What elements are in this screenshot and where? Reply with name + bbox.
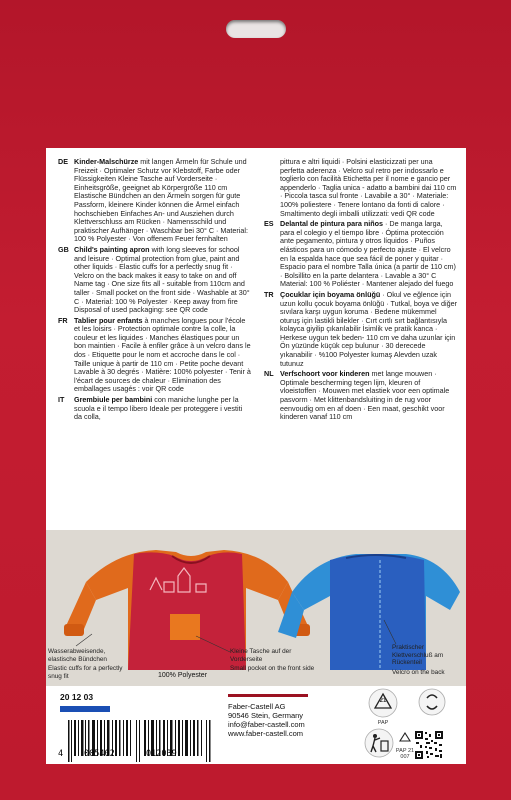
section-text: mit langen Ärmeln für Schule und Freizeit · Optimaler Schutz vor Klebstoff, Farbe oder Flüssigkeiten Kleine Tasche auf Vorderseite · Einheitsgröße, geeignet ab Körpergröße 110 cm Elastische Bündchen an den Ärmeln sorgen für gute Passform, kleinere Kinder können die Ärmel einfach hochschieben Einfaches An- und Ausziehen durch Klettverschluss am Rücken · Namensschild und praktischer Aufhänger · Waschbar bei 30° C · Material: 100 % Polyester · Von offenem Feuer fernhalten	[74, 157, 248, 244]
hang-hole	[226, 20, 286, 38]
lang-code: GB	[58, 244, 69, 254]
section-text: met lange mouwen · Optimale bescherming tegen lijm, kleuren of vloeistoffen · Mouwen met elastiek voor een optimale pasvorm · Met klittenbandsluiting in de rug voor eenvoudig om en af doen · Een maat, geschikt voor kinderen vanaf 110 cm	[280, 369, 450, 422]
section-title: Verfschoort voor kinderen	[280, 369, 370, 379]
info-sheet	[46, 148, 466, 764]
caption-pocket: Kleine Tasche auf der Vorderseite Small pocket on the front side	[230, 648, 315, 673]
apron-illustration-panel	[46, 530, 466, 686]
lang-code: TR	[264, 289, 274, 299]
section-de	[58, 158, 252, 244]
green-dot-icon	[418, 688, 446, 716]
company-address: Faber-Castell AG 90546 Stein, Germany info@faber-castell.com www.faber-castell.com	[228, 702, 305, 738]
section-tr	[264, 291, 458, 368]
lang-code: ES	[264, 219, 274, 229]
section-it	[58, 396, 252, 422]
pap-small-label: PAP 21 007	[395, 748, 415, 760]
section-fr	[58, 317, 252, 394]
section-gb	[58, 246, 252, 315]
lang-code: DE	[58, 157, 68, 166]
section-title: Grembiule per bambini	[74, 395, 153, 405]
qr-code-icon[interactable]	[414, 730, 444, 760]
tidyman-icon	[364, 728, 394, 758]
pocket-icon	[170, 614, 200, 640]
section-es	[264, 220, 458, 289]
barcode-left-digits: 005402	[84, 749, 115, 759]
caption-cuffs: Wasserabweisende, elastische Bündchen Elastic cuffs for a perfectly snug fit	[48, 648, 123, 680]
color-stripe	[60, 706, 110, 712]
section-title: Child's painting apron	[74, 244, 150, 254]
bottom-info	[46, 686, 466, 764]
section-text: with long sleeves for school and leisure · Optimal protection from glue, paint and other liquids · Elastic cuffs for a perfectly snug fit · Velcro on the back makes it easy to take on and off Name tag · One size fits all - suitable from 110cm and taller · Small pocket on the front side · Washable at 30° C · Material: 100 % Polyester · Keep away from fire Disposal of used packaging: see QR code	[74, 244, 250, 315]
recycle-icon	[396, 730, 414, 748]
right-column	[264, 158, 458, 424]
section-title: Delantal de pintura para niños	[280, 219, 384, 229]
brand-line	[228, 694, 308, 697]
caption-velcro: Praktischer Klettverschluß am Rückenteil Velcro on the back	[392, 644, 445, 676]
section-text: à manches longues pour l'école et les loisirs · Protection optimale contre la colle, la couleur et les liquides · Manches élastiques pour un bon maintien · Facile à enfiler grâce à un velcro dans le dos · Etiquette pour le nom et accroche dans le col · Taille unique à partir de 110 cm · Petite poche devant Lavable à 30 degrés · Matière: 100% polyester · Tenir à l'écart de sources de chaleur · Elimination des emballages usagés : voir QR code	[74, 315, 251, 394]
article-number: 20 12 03	[60, 692, 94, 702]
material-label: 100% Polyester	[158, 672, 208, 679]
text-columns	[58, 158, 458, 526]
section-title: Kinder-Malschürze	[74, 157, 139, 166]
section-text: con maniche lunghe per la scuola e il tempo libero Ideale per proteggere i vestiti da colla,	[74, 395, 243, 422]
lang-code: IT	[58, 395, 65, 405]
barcode-lead-digit: 4	[58, 749, 64, 759]
barcode-right-digits: 012039	[146, 749, 177, 759]
lang-code: FR	[58, 315, 68, 325]
section-text: · Okul ve eğlence için uzun kollu çocuk boyama önlüğü · Tutkal, boya ve diğer sıvılara karşı uygun koruma · Bedene mükemmel oturuş için lastikli bilekler · Cırt cırtlı sırt bağlantısıyla kolayca giyilip çıkarılabilir İsimlik ve pratik kanca · Herkese uygun tek beden- 110 cm ve daha uzunlar için Ön yüzünde küçük cep bulunur · 30 derecede yıkanabilir · %100 Polyester kumaş Alevden uzak tutunuz	[280, 289, 457, 368]
pap-label: PAP	[377, 720, 389, 726]
section-nl	[264, 370, 458, 422]
left-column	[58, 158, 252, 424]
section-text: · De manga larga, para el colegio y el tiempo libre · Óptima protección ante pegamento, pintura y otros líquidos · Puños elásticos para un cómodo y perfecto ajuste · El velcro en la espalda hace que sea fácil de poner y quitar · Espacio para el nombre Talla única (a partir de 110 cm) · Bolsillito en la parte delantera · Lavable a 30° C Material: 100 % Poliéster · Mantener alejado del fuego	[280, 219, 456, 289]
section-it-continued: pittura e altri liquidi · Polsini elasticizzati per una perfetta aderenza · Velcro sul retro per indossarlo e toglierlo con facilità Etichetta per il nome e gancio per appenderlo · Taglia unica - adatto a bambini dai 110 cm · Piccola tasca sul fronte · Lavabile a 30° · Materiale: 100% poliestere · Tenere lontano da fonti di calore · Smaltimento degli imballi utilizzati: vedi QR code	[280, 157, 457, 218]
section-title: Çocuklar için boyama önlüğü	[280, 289, 381, 299]
lang-code: NL	[264, 369, 274, 379]
section-title: Tablier pour enfants	[74, 315, 143, 325]
pap-code: 21	[379, 698, 387, 704]
